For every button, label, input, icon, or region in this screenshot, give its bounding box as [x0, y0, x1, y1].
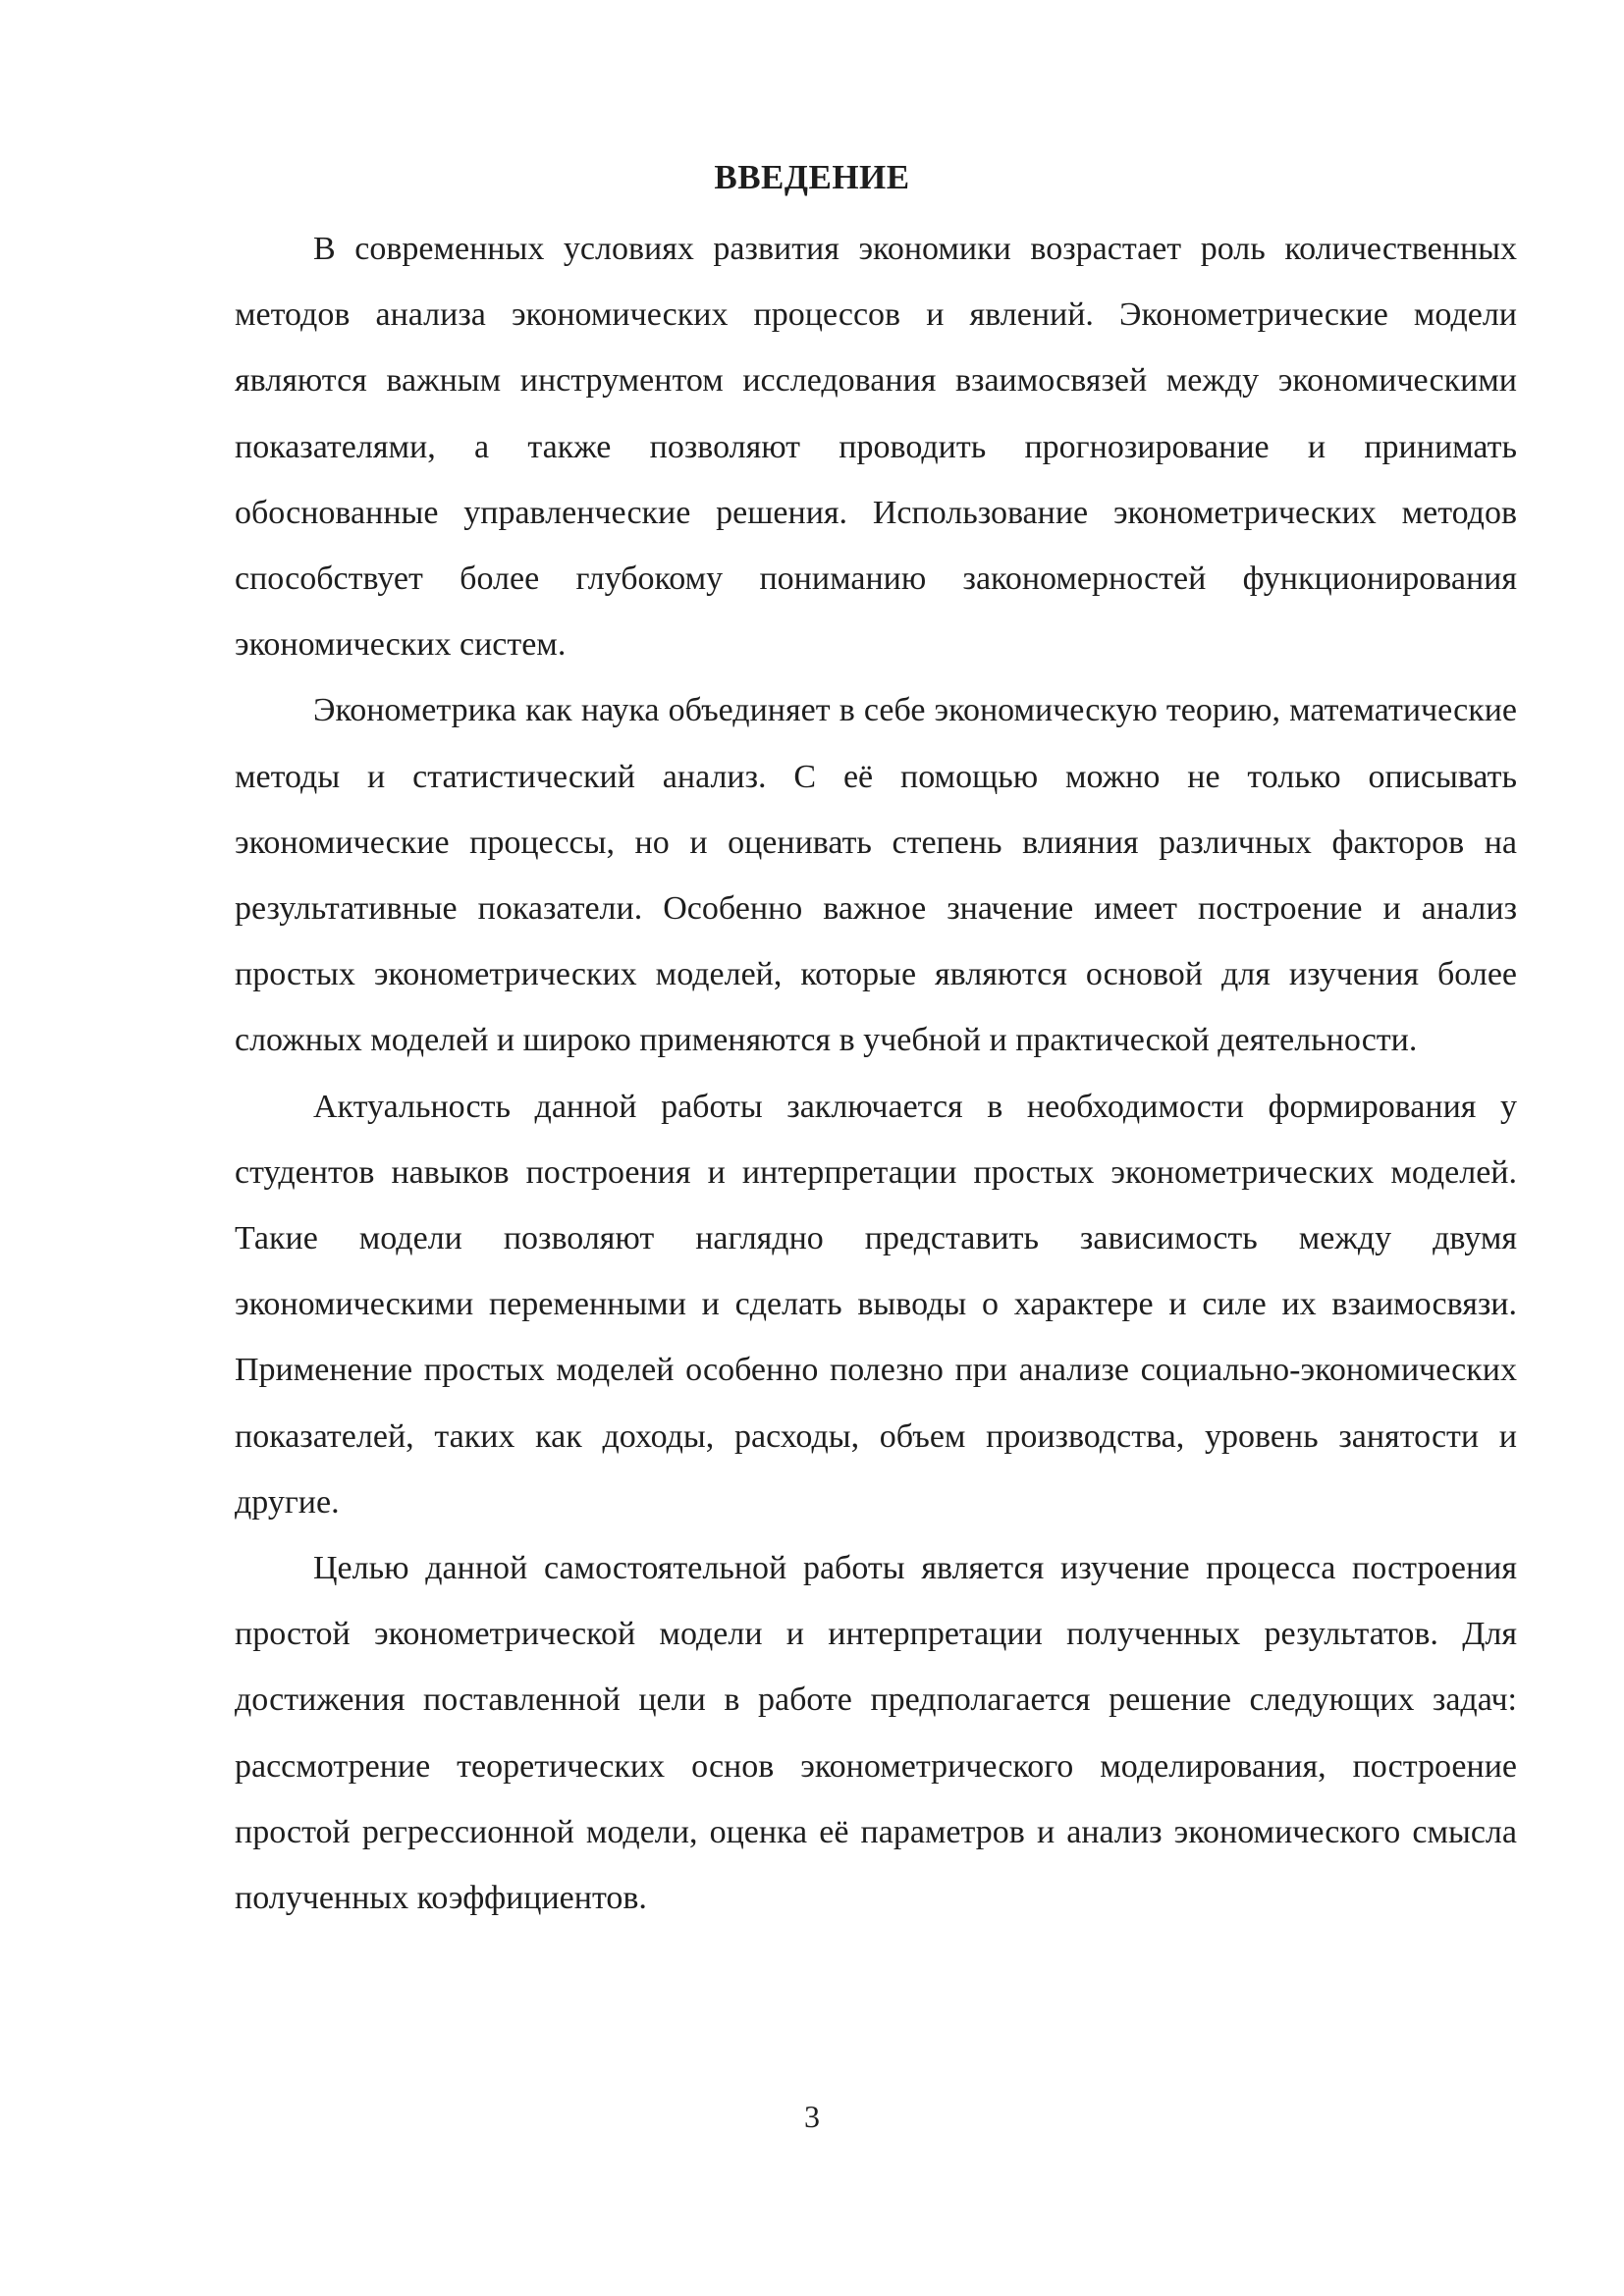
paragraph-econometrics-definition: Эконометрика как наука объединяет в себе экономическую теорию, математические методы и статистический анализ. С её помощью можно не только описывать экономические процессы, но и оценивать степень влияния различных факторов на результативные показатели. Особенно важное значение имеет построение и анализ простых эконометрических моделей, которые являются основой для изучения более сложных моделей и широко применяются в учебной и практической деятельности. [235, 692, 1517, 1059]
paragraph-goal: Целью данной самостоятельной работы является изучение процесса построения простой эконометрической модели и интерпретации полученных результатов. Для достижения поставленной цели в работе предполагается решение следующих задач: рассмотрение теоретических основ эконометрического моделирования, построение простой регрессионной модели, оценка её параметров и анализ экономического смысла полученных коэффициентов. [235, 1550, 1517, 1917]
body-text [235, 216, 1517, 1931]
paragraph-introduction: В современных условиях развития экономики возрастает роль количественных методов анализа экономических процессов и явлений. Эконометрические модели являются важным инструментом исследования взаимосвязей между экономическими показателями, а также позволяют проводить прогнозирование и принимать обоснованные управленческие решения. Использование эконометрических методов способствует более глубокому пониманию закономерностей функционирования экономических систем. [235, 231, 1517, 664]
paragraph-relevance: Актуальность данной работы заключается в необходимости формирования у студентов навыков построения и интерпретации простых эконометрических моделей. Такие модели позволяют наглядно представить зависимость между двумя экономическими переменными и сделать выводы о характере и силе их взаимосвязи. Применение простых моделей особенно полезно при анализе социально-экономических показателей, таких как доходы, расходы, объем производства, уровень занятости и другие. [235, 1088, 1517, 1521]
page-number: 3 [804, 2099, 820, 2134]
page-title: ВВЕДЕНИЕ [714, 158, 910, 196]
